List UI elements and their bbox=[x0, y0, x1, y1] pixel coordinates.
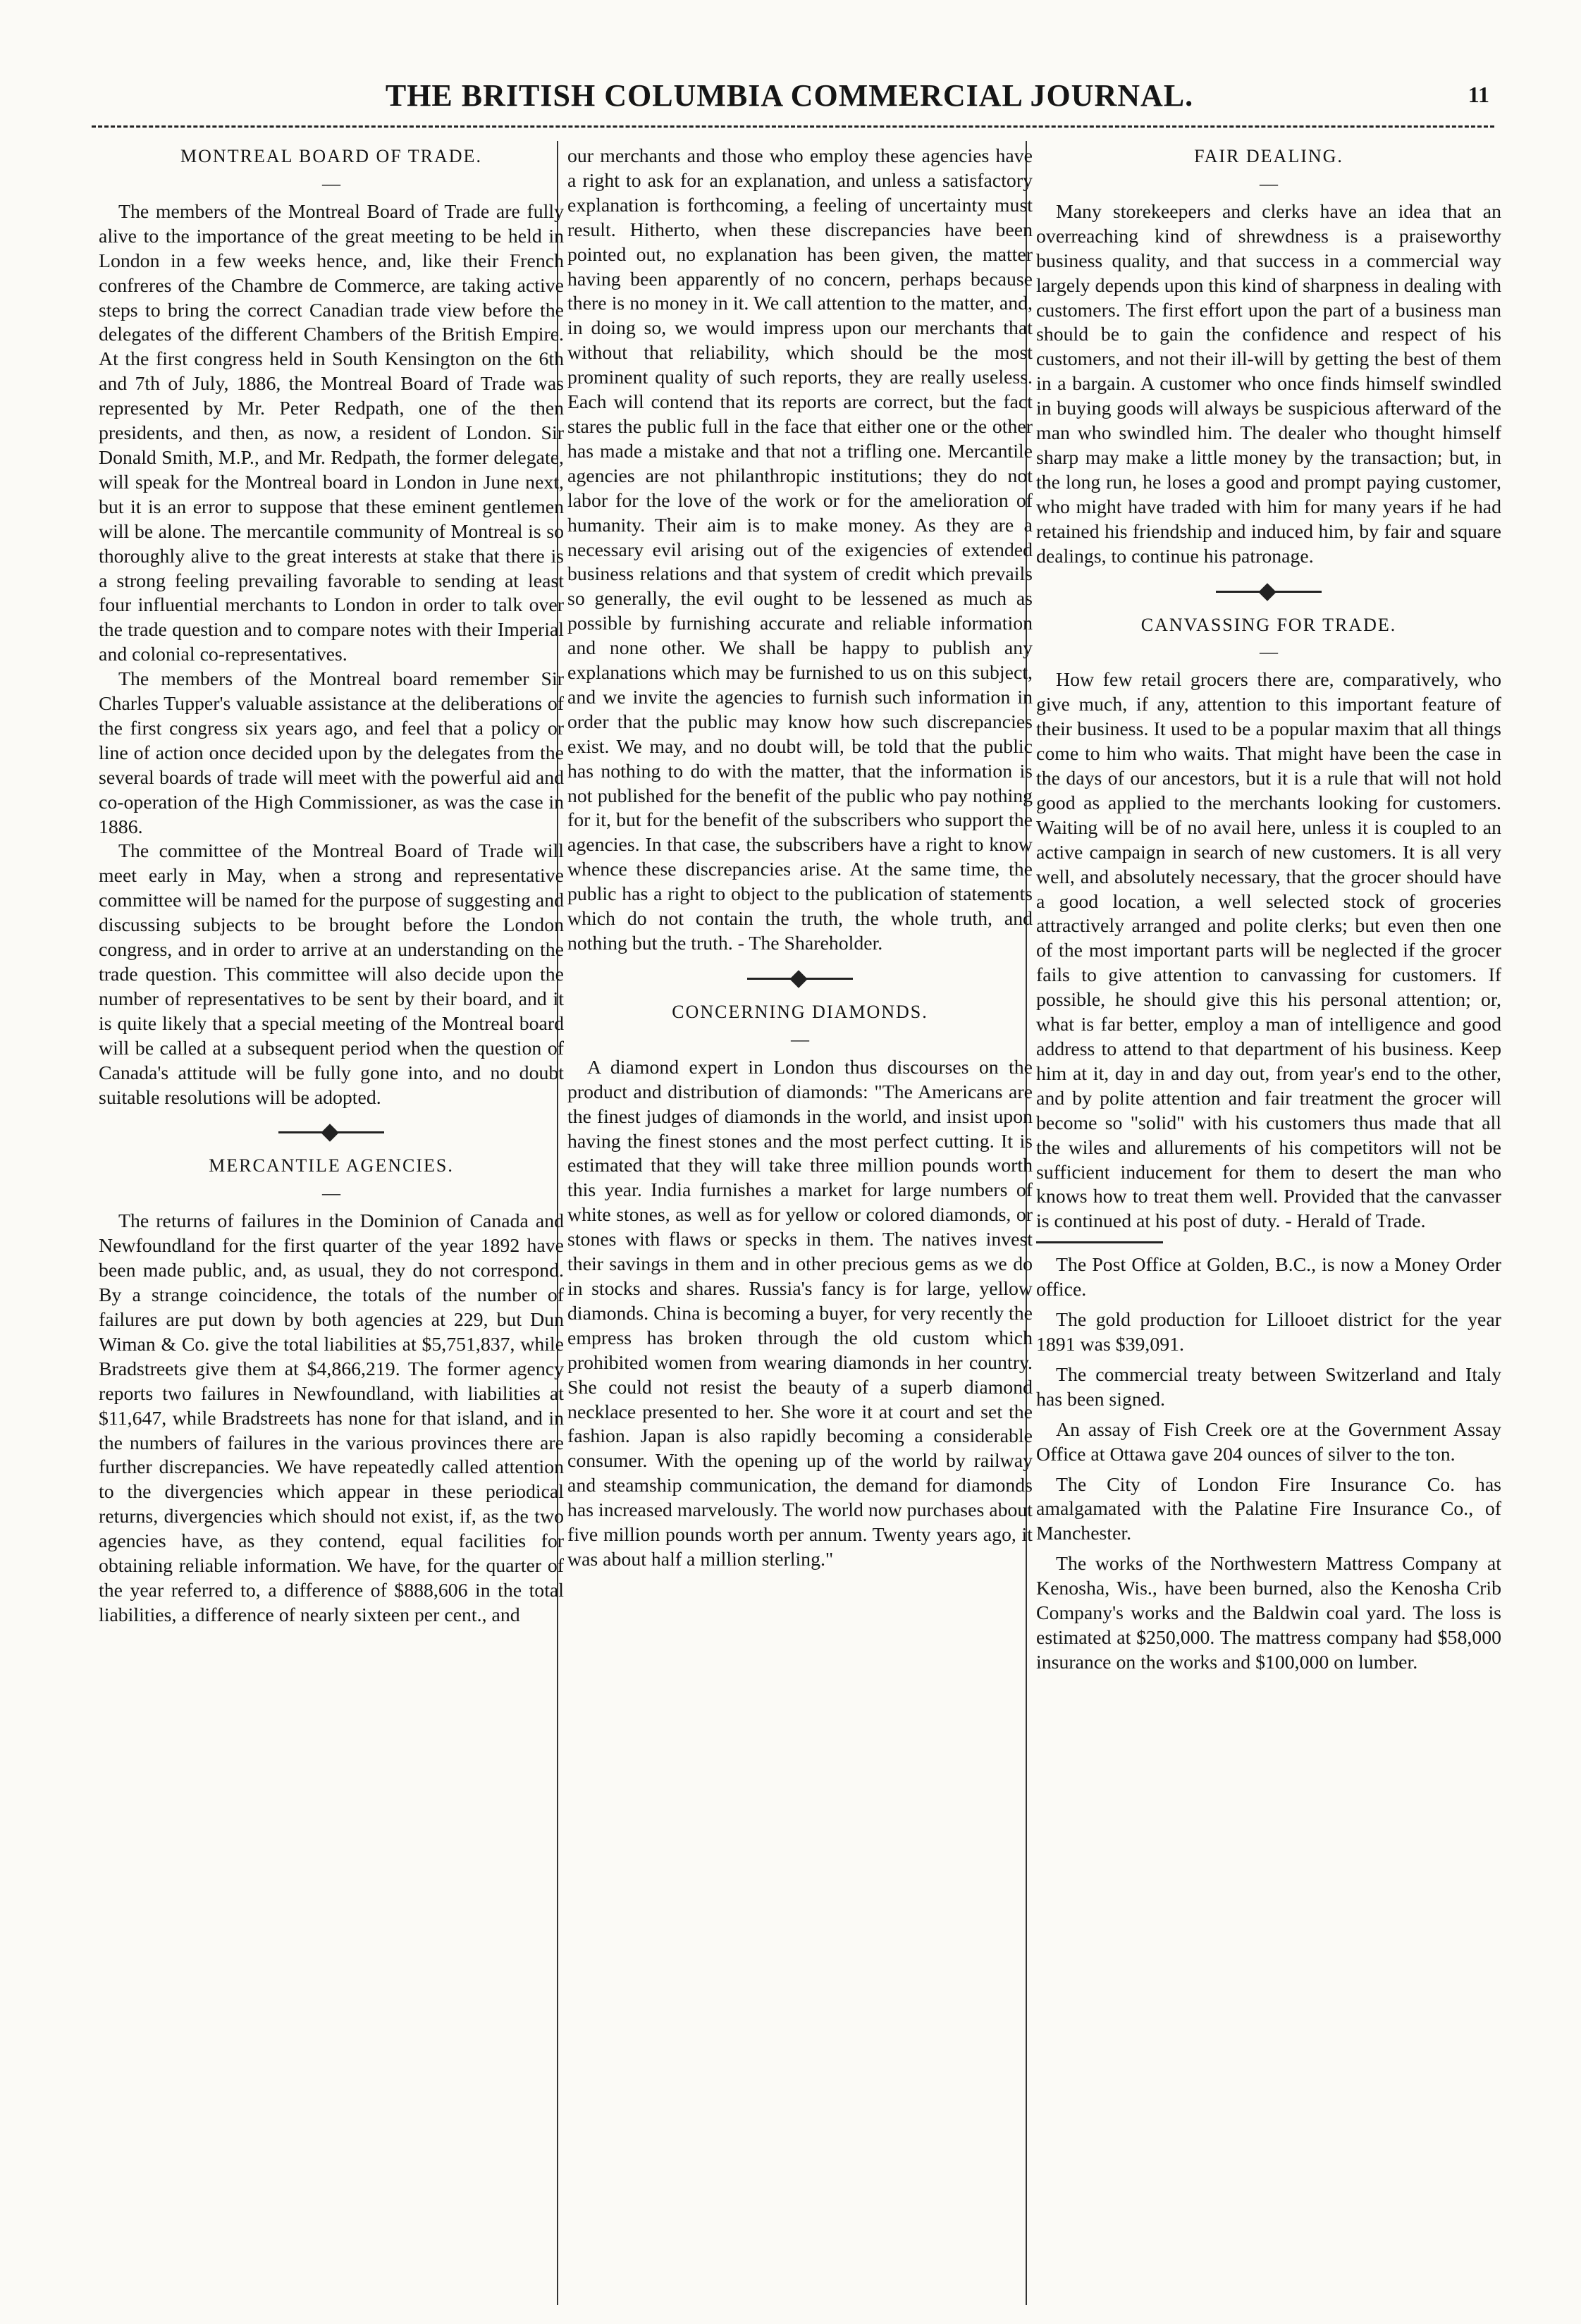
page-number: 11 bbox=[1468, 82, 1489, 107]
article-paragraph: Many storekeepers and clerks have an idea that an overreaching kind of shrewdness is a praiseworthy business quality, and that success in a commercial way largely depends upon this kind of sharpness in dealing with customers. The first effort upon the part of a business man should be to gain the confidence and respect of his customers, and not their ill-will by getting the best of them in a bargain. A customer who once finds himself swindled in buying goods will always be suspicious afterward of the man who swindled him. The dealer who thought himself sharp may make a little money by the transaction; but, in the long run, he loses a good and prompt paying customer, who might have traded with him for many years if he had retained his friendship and induced him, by fair and square dealings, to continue his patronage. bbox=[1036, 200, 1501, 567]
article-heading-montreal: MONTREAL BOARD OF TRADE. bbox=[180, 146, 482, 166]
article-paragraph-continued: our merchants and those who employ these agencies have a right to ask for an explanation, and unless a satisfactory explanation is forthcoming, a feeling of uncertainty must result. Hitherto, when these discrepancies have been pointed out, no explanation has been given, the matter having been apparently of no concern, perhaps because there is no money in it. We call attention to the matter, and, in doing so, we would impress upon our merchants that without that reliability, which should be the most prominent quality of such reports, they are really useless. Each will contend that its reports are correct, but the fact stares the public full in the face that either one or the other has made a mistake and that not a trifling one. Mercantile agencies are not philanthropic institutions; they do not labor for the love of the work or for the amelioration of humanity. Their aim is to make money. As they are a necessary evil arising out of the exigencies of extended business relations and that system of credit which prevails so generally, the evil ought to be lessened as much as possible by furnishing accurate and reliable information and none other. We shall be happy to publish any explanations which may be furnished to us on this subject, and we invite the agencies to furnish such information in order that the public may know how such discrepancies exist. We may, and no doubt will, be told that the public has nothing to do with the matter, that the information is not published for the benefit of the public who pay nothing for it, but for the benefit of the subscribers who support the agencies. In that case, the subscribers have a right to know whence these discrepancies arise. At the same time, the public has a right to object to the publication of statements which do not contain the truth, the whole truth, and nothing but the truth. - The Shareholder. bbox=[567, 145, 1033, 954]
article-heading-fair-dealing: FAIR DEALING. bbox=[1194, 146, 1343, 166]
notes-rule bbox=[1036, 1241, 1163, 1243]
heading-dash: — bbox=[322, 1183, 340, 1204]
heading-dash: — bbox=[1260, 641, 1278, 663]
article-heading-diamonds: CONCERNING DIAMONDS. bbox=[672, 1001, 928, 1022]
article-paragraph: The returns of failures in the Dominion of Canada and Newfoundland for the first quarter of the year 1892 have been made public, and, as usual, they do not correspond. By a strange coincidence, the totals of the number of failures are put down by both agencies at 229, but Dun Wiman & Co. give the total liabilities at $5,751,837, while Bradstreets give them at $4,866,219. The former agency reports two failures in Newfoundland, with liabilities at $11,647, while Bradstreets has none for that island, and in the numbers of failures in the various provinces there are further discrepancies. We have repeatedly called attention to the divergencies which appear in these periodical returns, divergencies which should not exist, if, as the two agencies have, as they contend, equal facilities for obtaining reliable information. We have, for the quarter of the year referred to, a difference of $888,606 in the total liabilities, a difference of nearly sixteen per cent., and bbox=[99, 1210, 564, 1626]
column-1 bbox=[99, 145, 564, 2308]
article-paragraph: The members of the Montreal board remember Sir Charles Tupper's valuable assistance at the deliberations of the first congress six years ago, and feel that a policy or line of action once decided upon by the delegates from the several boards of trade will meet with the powerful aid and co-operation of the High Commissioner, as was the case in 1886. bbox=[99, 668, 564, 838]
news-note: The City of London Fire Insurance Co. has amalgamated with the Palatine Fire Insurance Co., of Manchester. bbox=[1036, 1473, 1501, 1545]
article-heading-agencies: MERCANTILE AGENCIES. bbox=[209, 1155, 454, 1176]
section-divider bbox=[747, 968, 853, 989]
news-note: The commercial treaty between Switzerland and Italy has been signed. bbox=[1036, 1363, 1501, 1410]
heading-dash: — bbox=[791, 1028, 809, 1050]
column-2 bbox=[567, 145, 1033, 2308]
page-header bbox=[0, 78, 1581, 127]
column-3 bbox=[1036, 145, 1501, 2308]
header-rule bbox=[92, 125, 1494, 130]
article-paragraph: How few retail grocers there are, comparatively, who give much, if any, attention to this important feature of their business. It used to be a popular maxim that all things come to him who waits. That might have been the case in the days of our ancestors, but it is a rule that will not hold good as applied to the merchants looking for customers. Waiting will be of no avail here, unless it is coupled to an active campaign in search of new customers. It is all very well, and absolutely necessary, that the grocer should have a good location, a well selected stock of groceries attractively arranged and polite clerks; but even then one of the most important parts will be neglected if the grocer fails to give attention to canvassing for customers. If possible, he should give this his personal attention; or, what is far better, employ a man of intelligence and good address to attend to that department of his business. Keep him at it, day in and day out, from year's end to the other, and by polite attention and fair treatment the grocer will become so "solid" with his customers thus made that all the wiles and allurements of his competitors will not be sufficient inducement for them to desert the man who knows how to treat them well. Provided that the canvasser is continued at his post of duty. - Herald of Trade. bbox=[1036, 669, 1501, 1233]
news-notes bbox=[1036, 1253, 1501, 1676]
article-heading-canvassing: CANVASSING FOR TRADE. bbox=[1140, 614, 1397, 635]
heading-dash: — bbox=[1260, 173, 1278, 194]
journal-title: THE BRITISH COLUMBIA COMMERCIAL JOURNAL. bbox=[385, 78, 1194, 113]
section-divider bbox=[1216, 581, 1322, 602]
section-divider bbox=[278, 1121, 384, 1143]
news-note: The gold production for Lillooet district for the year 1891 was $39,091. bbox=[1036, 1309, 1501, 1355]
article-paragraph: The members of the Montreal Board of Trade are fully alive to the importance of the great meeting to be held in London in a few weeks hence, and, like their French confreres of the Chambre de Commerce, are taking active steps to bring the correct Canadian trade view before the delegates of the different Chambers of the British Empire. At the first congress held in South Kensington on the 6th and 7th of July, 1886, the Montreal Board of Trade was represented by Mr. Peter Redpath, one of the then presidents, and then, as now, a resident of London. Sir Donald Smith, M.P., and Mr. Redpath, the former delegate, will speak for the Montreal board in London in June next, but it is an error to suppose that these eminent gentlemen will be alone. The mercantile community of Montreal is so thoroughly alive to the great interests at stake that there is a strong feeling prevailing favorable to sending at least four influential merchants to London in order to talk over the trade question and to compare notes with their Imperial and colonial co-representatives. bbox=[99, 200, 564, 666]
news-note: An assay of Fish Creek ore at the Government Assay Office at Ottawa gave 204 ounces of silver to the ton. bbox=[1036, 1418, 1501, 1465]
news-note: The Post Office at Golden, B.C., is now a Money Order office. bbox=[1036, 1254, 1501, 1301]
article-paragraph: The committee of the Montreal Board of Trade will meet early in May, when a strong and representative committee will be named for the purpose of suggesting and discussing subjects to be brought before the London congress, and in order to arrive at an understanding on the trade question. This committee will also decide upon the number of representatives to be sent by their board, and it is quite likely that a special meeting of the Montreal board will be called at a subsequent period when the question of Canada's attitude will be fully gone into, and no doubt suitable resolutions will be adopted. bbox=[99, 840, 564, 1109]
news-note: The works of the Northwestern Mattress Company at Kenosha, Wis., have been burned, also the Kenosha Crib Company's works and the Baldwin coal yard. The loss is estimated at $250,000. The mattress company had $58,000 insurance on the works and $100,000 on lumber. bbox=[1036, 1553, 1501, 1673]
article-paragraph: A diamond expert in London thus discourses on the product and distribution of diamonds: "The Americans are the finest judges of diamonds in the world, and insist upon having the finest stones and the most perfect cutting. It is estimated that they will take three million pounds worth this year. India furnishes a market for large numbers of white stones, as well as for yellow or colored diamonds, or stones with flaws or specks in them. The natives invest their savings in them and in other precious gems as we do in stocks and shares. Russia's fancy is for large, yellow diamonds. China is becoming a buyer, for very recently the empress has broken through the old custom which prohibited women from wearing diamonds in her country. She could not resist the beauty of a superb diamond necklace presented to her. She wore it at court and set the fashion. Japan is also rapidly becoming a considerable consumer. With the opening up of the world by railway and steamship communication, the demand for diamonds has increased marvelously. The world now purchases about five million pounds worth per annum. Twenty years ago, it was about half a million sterling." bbox=[567, 1056, 1033, 1570]
heading-dash: — bbox=[322, 173, 340, 194]
